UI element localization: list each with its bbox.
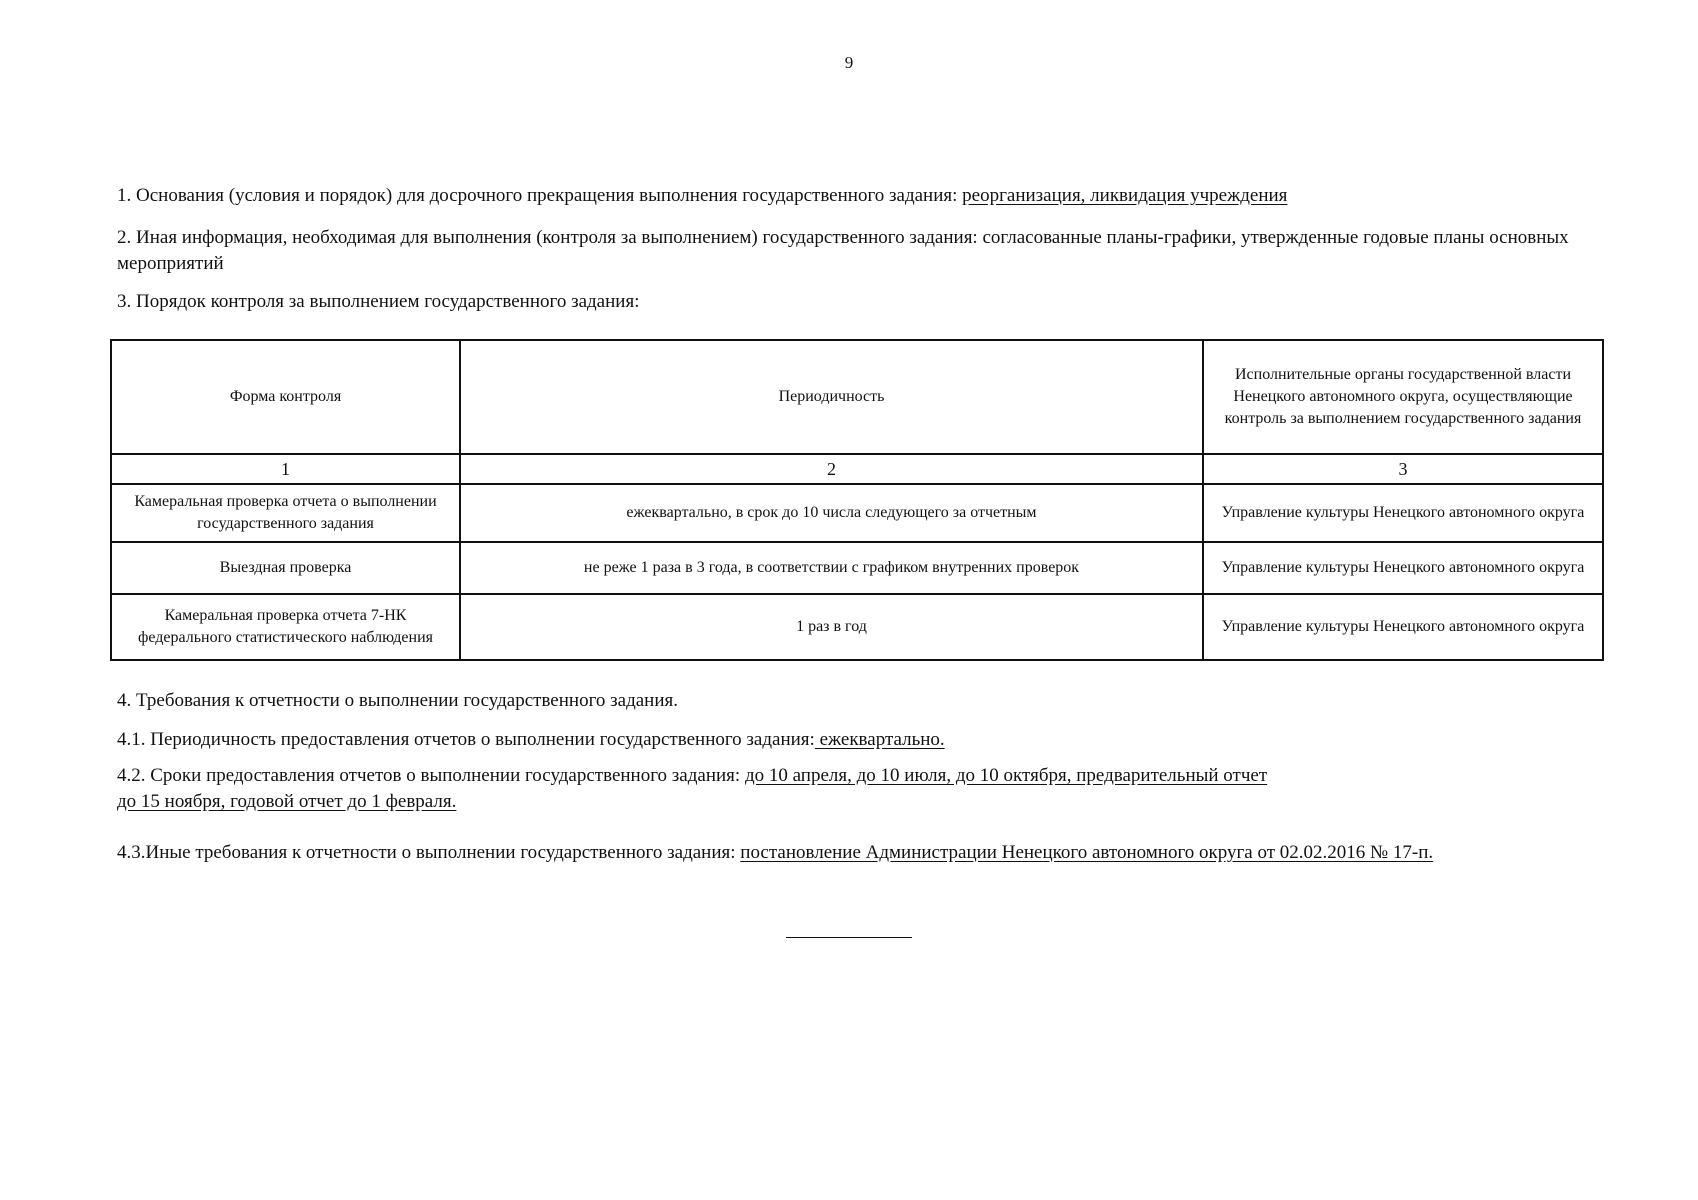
cell-authority: Управление культуры Ненецкого автономного округа: [1203, 594, 1603, 660]
cell-authority: Управление культуры Ненецкого автономного округа: [1203, 542, 1603, 594]
control-table: [110, 339, 1604, 661]
section-4-3-paragraph: [117, 840, 1597, 866]
table-row: [111, 594, 1603, 660]
cell-authority: Управление культуры Ненецкого автономного округа: [1203, 484, 1603, 542]
column-number: 2: [460, 454, 1203, 484]
section-4-2-paragraph: [117, 763, 1597, 815]
cell-control-form: Камеральная проверка отчета 7-НК федерального статистического наблюдения: [111, 594, 460, 660]
header-authority: Исполнительные органы государственной власти Ненецкого автономного округа, осуществляющие контроль за выполнением государственного задания: [1203, 340, 1603, 454]
table-column-numbers-row: [111, 454, 1603, 484]
cell-control-form: Камеральная проверка отчета о выполнении государственного задания: [111, 484, 460, 542]
section-4-1-label: 4.1. Периодичность предоставления отчетов о выполнении государственного задания:: [117, 729, 815, 750]
section-4-2-value: до 10 апреля, до 10 июля, до 10 октября, предварительный отчет: [744, 765, 1268, 786]
section-2-paragraph: 2. Иная информация, необходимая для выполнения (контроля за выполнением) государственного задания: согласованные планы-графики, утвержденные годовые планы основных мероприятий: [117, 227, 1569, 274]
column-number: 1: [111, 454, 460, 484]
section-4-3-value: постановление Администрации Ненецкого автономного округа от 02.02.2016 № 17-п.: [740, 842, 1434, 863]
header-periodicity: Периодичность: [460, 340, 1203, 454]
section-4-3-label: 4.3.Иные требования к отчетности о выполнении государственного задания:: [117, 842, 741, 863]
table-row: [111, 484, 1603, 542]
section-1-paragraph: [117, 183, 1597, 209]
table-header-row: [111, 340, 1603, 454]
cell-control-form: Выездная проверка: [111, 542, 460, 594]
column-number: 3: [1203, 454, 1603, 484]
section-3-heading: 3. Порядок контроля за выполнением государственного задания:: [117, 291, 640, 312]
cell-periodicity: ежеквартально, в срок до 10 числа следующего за отчетным: [460, 484, 1203, 542]
header-control-form: Форма контроля: [111, 340, 460, 454]
cell-periodicity: 1 раз в год: [460, 594, 1203, 660]
section-4-1-paragraph: [117, 727, 1597, 753]
page-number: 9: [844, 53, 854, 72]
section-4-heading: 4. Требования к отчетности о выполнении государственного задания.: [117, 690, 679, 711]
section-1-value: реорганизация, ликвидация учреждения: [962, 185, 1288, 206]
section-1-label: 1. Основания (условия и порядок) для досрочного прекращения выполнения государственного задания:: [117, 185, 963, 206]
end-divider-line: [786, 937, 912, 938]
section-4-2-value-continued: до 15 ноября, годовой отчет до 1 февраля.: [117, 791, 457, 812]
section-4-2-label: 4.2. Сроки предоставления отчетов о выполнении государственного задания:: [117, 765, 745, 786]
cell-periodicity: не реже 1 раза в 3 года, в соответствии с графиком внутренних проверок: [460, 542, 1203, 594]
section-4-1-value: ежеквартально.: [814, 729, 945, 750]
table-row: [111, 542, 1603, 594]
